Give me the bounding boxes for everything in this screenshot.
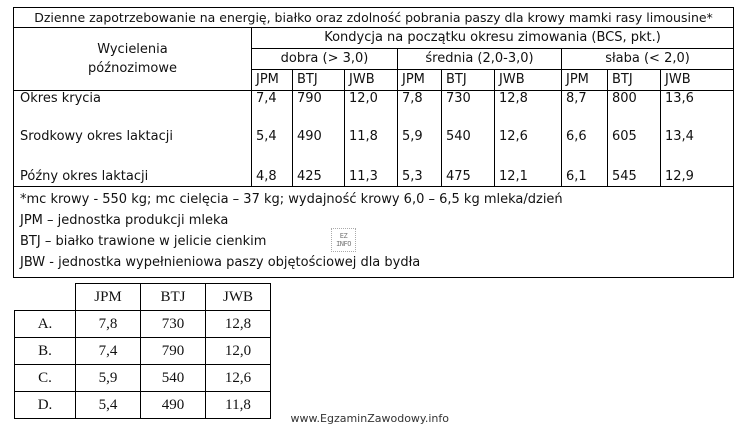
table-cell: 7,4 bbox=[252, 91, 293, 129]
watermark-text: EZ bbox=[339, 232, 348, 240]
table-cell: 8,7 bbox=[562, 91, 608, 129]
answer-cell: 12,6 bbox=[206, 365, 271, 392]
answer-cell: 790 bbox=[141, 338, 206, 365]
answer-cell: 5,9 bbox=[76, 365, 141, 392]
table-cell: 5,9 bbox=[398, 129, 442, 169]
answer-header: JWB bbox=[206, 284, 271, 311]
footnote-line: JPM – jednostka produkcji mleka bbox=[20, 213, 229, 228]
table-cell: 605 bbox=[608, 129, 661, 169]
corner-label bbox=[14, 28, 252, 91]
answer-row-c bbox=[15, 365, 271, 392]
table-cell: 490 bbox=[293, 129, 345, 169]
corner-label-line2: późnozimowe bbox=[88, 61, 177, 76]
condition-header: Kondycja na początku okresu zimowania (BCS, pkt.) bbox=[252, 28, 734, 49]
answer-cell: 7,4 bbox=[76, 338, 141, 365]
table-cell: 730 bbox=[442, 91, 495, 129]
table-cell: 540 bbox=[442, 129, 495, 169]
unit-header: BTJ bbox=[442, 70, 495, 91]
answer-cell: 12,0 bbox=[206, 338, 271, 365]
unit-header: BTJ bbox=[608, 70, 661, 91]
table-cell: 6,1 bbox=[562, 169, 608, 187]
table-cell: 7,8 bbox=[398, 91, 442, 129]
corner-label-line1: Wycielenia bbox=[97, 42, 168, 57]
unit-header: JPM bbox=[562, 70, 608, 91]
table-cell: 11,3 bbox=[345, 169, 398, 187]
group-medium: średnia (2,0-3,0) bbox=[398, 49, 562, 70]
answer-row-a bbox=[15, 311, 271, 338]
answer-row-b bbox=[15, 338, 271, 365]
unit-header: JPM bbox=[398, 70, 442, 91]
table-cell: 425 bbox=[293, 169, 345, 187]
table-cell: 5,4 bbox=[252, 129, 293, 169]
group-poor: słaba (< 2,0) bbox=[562, 49, 734, 70]
answer-cell: 12,8 bbox=[206, 311, 271, 338]
footnote-line: *mc krowy - 550 kg; mc cielęcia – 37 kg; wydajność krowy 6,0 – 6,5 kg mleka/dzień bbox=[20, 192, 563, 207]
table-row bbox=[14, 129, 734, 169]
unit-header: JWB bbox=[495, 70, 562, 91]
watermark-text: INFO bbox=[336, 240, 351, 248]
answer-option: A. bbox=[15, 311, 76, 338]
row-label: Okres krycia bbox=[14, 91, 252, 129]
table-cell: 11,8 bbox=[345, 129, 398, 169]
row-label: Późny okres laktacji bbox=[14, 169, 252, 187]
table-title: Dzienne zapotrzebowanie na energię, białko oraz zdolność pobrania paszy dla krowy mamki rasy limousine* bbox=[14, 8, 734, 28]
answer-corner bbox=[15, 284, 76, 311]
unit-header: JWB bbox=[345, 70, 398, 91]
answer-option: C. bbox=[15, 365, 76, 392]
answer-option: B. bbox=[15, 338, 76, 365]
requirements-table bbox=[13, 7, 734, 278]
answer-row-d bbox=[15, 392, 271, 419]
unit-header: JPM bbox=[252, 70, 293, 91]
table-cell: 12,8 bbox=[495, 91, 562, 129]
unit-header: JWB bbox=[661, 70, 734, 91]
footnote-line: JBW - jednostka wypełnieniowa paszy objętościowej dla bydła bbox=[20, 255, 421, 270]
table-cell: 12,1 bbox=[495, 169, 562, 187]
footnote-line: BTJ – białko trawione w jelicie cienkim bbox=[20, 234, 267, 249]
group-good: dobra (> 3,0) bbox=[252, 49, 398, 70]
answer-cell: 7,8 bbox=[76, 311, 141, 338]
table-cell: 13,4 bbox=[661, 129, 734, 169]
answer-cell: 11,8 bbox=[206, 392, 271, 419]
footnotes bbox=[14, 187, 734, 278]
table-cell: 545 bbox=[608, 169, 661, 187]
answer-header: BTJ bbox=[141, 284, 206, 311]
watermark-logo bbox=[331, 228, 356, 252]
answer-cell: 730 bbox=[141, 311, 206, 338]
answer-table bbox=[14, 283, 271, 419]
table-cell: 800 bbox=[608, 91, 661, 129]
row-label: Środkowy okres laktacji bbox=[14, 129, 252, 169]
unit-header: BTJ bbox=[293, 70, 345, 91]
table-cell: 790 bbox=[293, 91, 345, 129]
table-row bbox=[14, 91, 734, 129]
table-cell: 4,8 bbox=[252, 169, 293, 187]
table-cell: 12,0 bbox=[345, 91, 398, 129]
site-footer-url: www.EgzaminZawodowy.info bbox=[290, 412, 449, 425]
table-cell: 5,3 bbox=[398, 169, 442, 187]
answer-cell: 490 bbox=[141, 392, 206, 419]
answer-option: D. bbox=[15, 392, 76, 419]
table-cell: 12,6 bbox=[495, 129, 562, 169]
table-cell: 475 bbox=[442, 169, 495, 187]
table-cell: 13,6 bbox=[661, 91, 734, 129]
answer-cell: 540 bbox=[141, 365, 206, 392]
table-cell: 12,9 bbox=[661, 169, 734, 187]
table-row bbox=[14, 169, 734, 187]
table-cell: 6,6 bbox=[562, 129, 608, 169]
answer-header: JPM bbox=[76, 284, 141, 311]
answer-cell: 5,4 bbox=[76, 392, 141, 419]
